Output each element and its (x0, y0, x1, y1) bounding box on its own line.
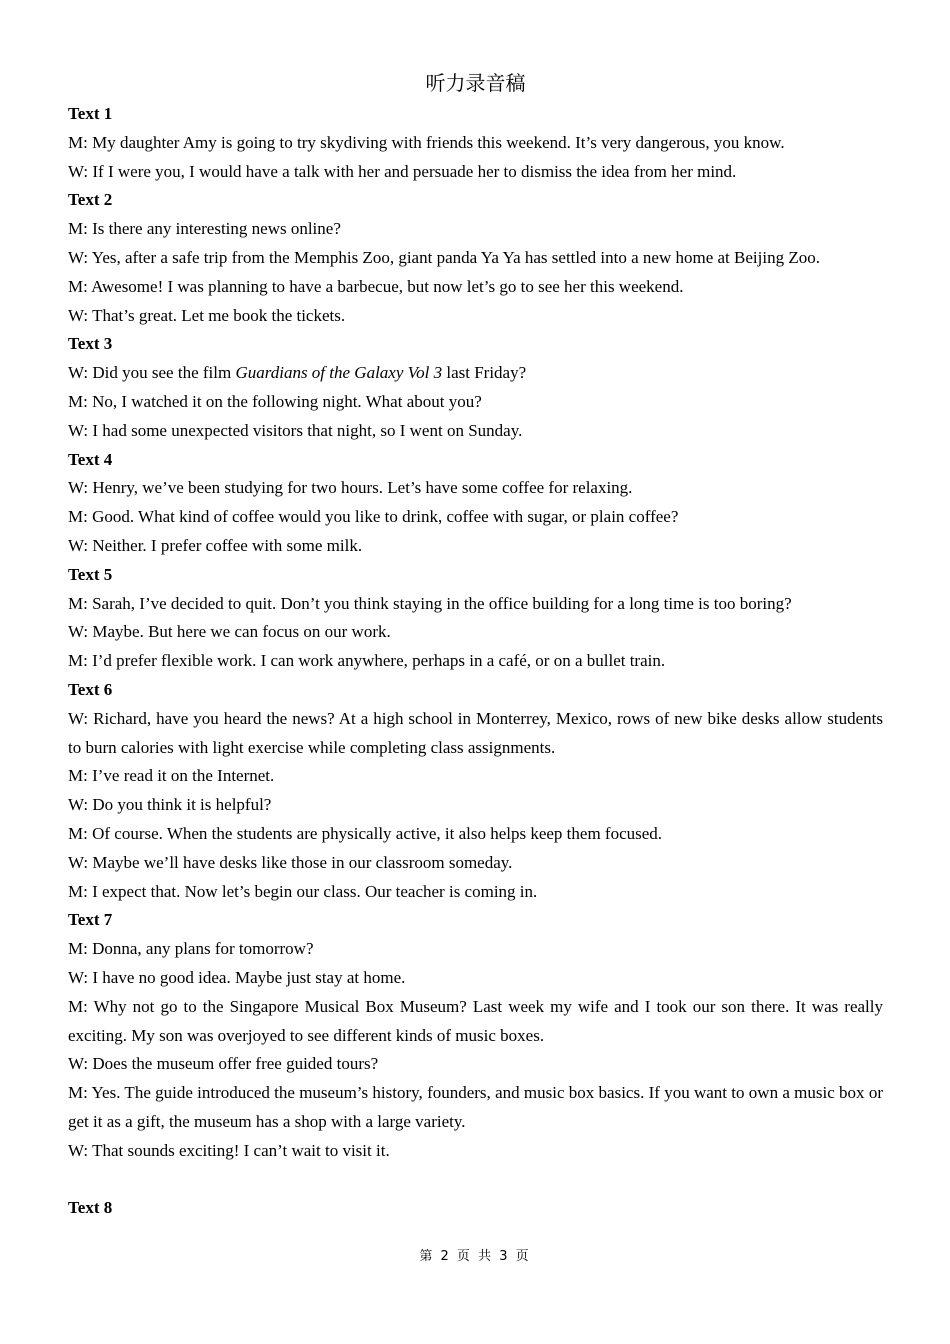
dialogue-line: M: I’ve read it on the Internet. (68, 766, 275, 786)
dialogue-line: W: Maybe. But here we can focus on our work. (68, 622, 391, 642)
section-heading-text-7: Text 7 (68, 910, 113, 930)
dialogue-line (68, 359, 883, 388)
dialogue-line: W: Henry, we’ve been studying for two hours. Let’s have some coffee for relaxing. (68, 478, 633, 498)
dialogue-line: W: If I were you, I would have a talk with her and persuade her to dismiss the idea from her mind. (68, 161, 737, 181)
dialogue-line: M: Donna, any plans for tomorrow? (68, 939, 314, 959)
blank-line (68, 1165, 883, 1194)
dialogue-line: M: My daughter Amy is going to try skydiving with friends this weekend. It’s very dangerous, you know. (68, 132, 785, 152)
document-page (68, 66, 883, 1223)
section-heading-text-2: Text 2 (68, 190, 113, 210)
film-title: Guardians of the Galaxy Vol 3 (235, 363, 443, 383)
dialogue-line: M: Why not go to the Singapore Musical Box Museum? Last week my wife and I took our son there. It was really exciting. My son was overjoyed to see different kinds of music boxes. (68, 996, 883, 1045)
dialogue-line: M: Of course. When the students are physically active, it also helps keep them focused. (68, 823, 663, 843)
dialogue-text: W: Did you see the film (68, 363, 236, 383)
dialogue-line: M: Yes. The guide introduced the museum’s history, founders, and music box basics. If you want to own a music box or get it as a gift, the museum has a shop with a large variety. (68, 1083, 883, 1131)
dialogue-line: W: Richard, have you heard the news? At a high school in Monterrey, Mexico, rows of new bike desks allow students to burn calories with light exercise while completing class assignments. (68, 708, 883, 757)
dialogue-line: W: Yes, after a safe trip from the Memphis Zoo, giant panda Ya Ya has settled into a new home at Beijing Zoo. (68, 247, 820, 267)
section-heading-text-6: Text 6 (68, 679, 113, 699)
dialogue-text: last Friday? (442, 363, 527, 383)
dialogue-line: M: Is there any interesting news online? (68, 219, 341, 239)
dialogue-line: W: That’s great. Let me book the tickets. (68, 305, 346, 325)
section-heading-text-5: Text 5 (68, 564, 113, 584)
dialogue-line: M: No, I watched it on the following night. What about you? (68, 391, 482, 411)
dialogue-line: M: Awesome! I was planning to have a barbecue, but now let’s go to see her this weekend. (68, 276, 684, 296)
dialogue-line: W: I had some unexpected visitors that night, so I went on Sunday. (68, 420, 523, 440)
section-heading-text-4: Text 4 (68, 449, 113, 469)
dialogue-line: W: Do you think it is helpful? (68, 795, 272, 815)
section-heading-text-3: Text 3 (68, 334, 113, 354)
dialogue-line: M: I expect that. Now let’s begin our class. Our teacher is coming in. (68, 881, 538, 901)
page-title: 听力录音稿 (425, 71, 526, 95)
section-heading-text-8: Text 8 (68, 1198, 113, 1218)
dialogue-line: M: Good. What kind of coffee would you like to drink, coffee with sugar, or plain coffee? (68, 507, 679, 527)
section-heading-text-1: Text 1 (68, 104, 113, 123)
dialogue-line: M: Sarah, I’ve decided to quit. Don’t you think staying in the office building for a long time is too boring? (68, 593, 792, 613)
dialogue-line: W: Maybe we’ll have desks like those in our classroom someday. (68, 852, 513, 872)
page-footer: 第 2 页 共 3 页 (419, 1249, 531, 1264)
dialogue-line: W: I have no good idea. Maybe just stay at home. (68, 967, 406, 987)
dialogue-line: W: Does the museum offer free guided tours? (68, 1054, 379, 1074)
dialogue-line: W: That sounds exciting! I can’t wait to visit it. (68, 1140, 390, 1160)
dialogue-line: W: Neither. I prefer coffee with some milk. (68, 535, 363, 555)
dialogue-line: M: I’d prefer flexible work. I can work anywhere, perhaps in a café, or on a bullet train. (68, 651, 666, 671)
